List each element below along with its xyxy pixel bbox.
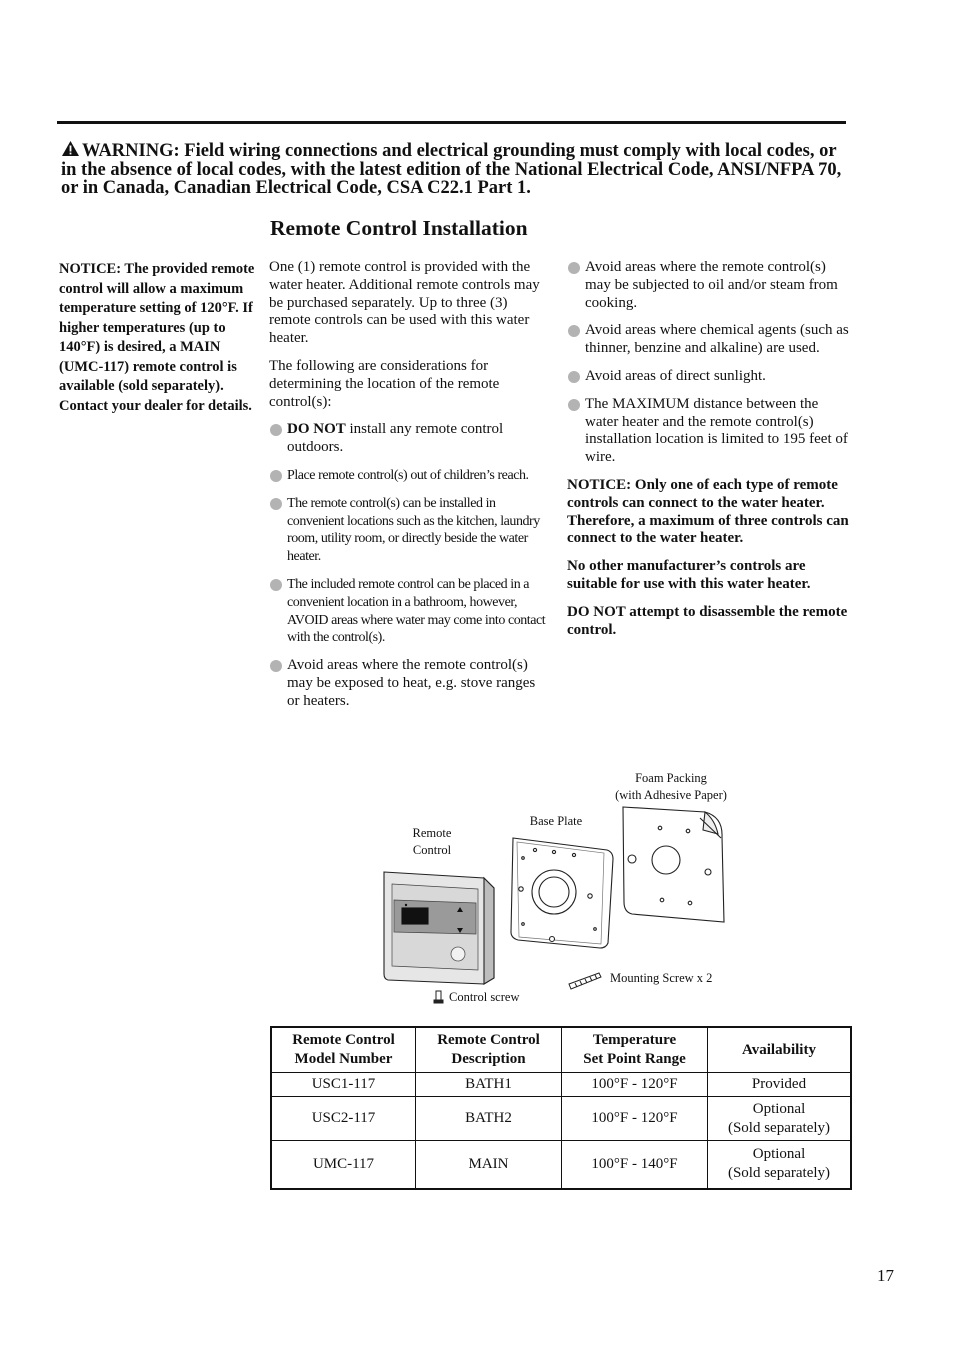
bullet-icon xyxy=(568,399,580,411)
bullet-icon xyxy=(270,498,282,510)
foam-packing-illustration xyxy=(623,807,724,922)
table-row xyxy=(271,1141,851,1189)
table-header-row xyxy=(271,1027,851,1073)
intro-paragraph: One (1) remote control is provided with the water heater. Additional remote controls may be purchased separately. Up to three (3) remote controls can be used with this water heater. xyxy=(269,259,540,347)
table-cell: 100°F - 120°F xyxy=(562,1073,708,1097)
base-plate-label: Base Plate xyxy=(529,814,583,828)
table-cell: Optional (Sold separately) xyxy=(708,1141,852,1189)
table-cell: Optional (Sold separately) xyxy=(708,1097,852,1141)
list-item: Avoid areas where the remote control(s) may be exposed to heat, e.g. stove ranges or heaters. xyxy=(269,657,551,710)
bullet-icon xyxy=(270,579,282,591)
table-row xyxy=(271,1097,851,1141)
section-title: Remote Control Installation xyxy=(270,216,528,240)
bullet-icon xyxy=(270,470,282,482)
table-cell: BATH2 xyxy=(416,1097,562,1141)
mounting-screw-label: Mounting Screw x 2 xyxy=(610,971,713,985)
table-cell: Provided xyxy=(708,1073,852,1097)
warning-text: WARNING: Field wiring connections and electrical grounding must comply with local codes, or in the absence of local codes, with the latest edition of the National Electrical Code, ANSI/NFPA 70, or in Canada, Canadian Electrical Code, CSA C22.1 Part 1. xyxy=(61,141,842,198)
list-item: Place remote control(s) out of children’s reach. xyxy=(269,467,551,485)
remote-control-illustration xyxy=(384,872,494,984)
warning-block xyxy=(61,140,851,197)
remote-control-label: Remote Control xyxy=(412,826,452,857)
bullet-icon xyxy=(568,262,580,274)
top-rule xyxy=(57,121,846,124)
control-screw-icon xyxy=(434,991,443,1003)
bullet-icon xyxy=(270,660,282,672)
side-notice: NOTICE: The provided remote control will allow a maximum temperature setting of 120°F. If higher temperatures (up to 140°F) is desired, a MAIN (UMC-117) remote control is available (sold separately). Contact your dealer for details. xyxy=(59,261,255,414)
notice-do-not-disassemble: DO NOT attempt to disassemble the remote control. xyxy=(567,603,848,638)
right-text-column xyxy=(567,259,849,649)
notice-one-of-each: NOTICE: Only one of each type of remote controls can connect to the water heater. Therefore, a maximum of three controls can connect to the water heater. xyxy=(567,476,849,547)
list-item: The MAXIMUM distance between the water heater and the remote control(s) installation location is limited to 195 feet of wire. xyxy=(567,396,849,467)
table-cell: USC1-117 xyxy=(271,1073,416,1097)
foam-packing-label: Foam Packing (with Adhesive Paper) xyxy=(615,771,727,802)
list-item: Avoid areas where the remote control(s) may be subjected to oil and/or steam from cooking. xyxy=(567,259,849,312)
table-cell: UMC-117 xyxy=(271,1141,416,1189)
notice-no-other-controls: No other manufacturer’s controls are suitable for use with this water heater. xyxy=(567,558,811,592)
list-item: The remote control(s) can be installed in convenient locations such as the kitchen, laundry room, utility room, or directly beside the water heater. xyxy=(269,495,551,566)
considerations-paragraph: The following are considerations for determining the location of the remote control(s): xyxy=(269,357,500,410)
left-text-column xyxy=(269,259,551,721)
page-number: 17 xyxy=(877,1266,894,1285)
bullet-icon xyxy=(568,325,580,337)
table-cell: 100°F - 140°F xyxy=(562,1141,708,1189)
base-plate-illustration xyxy=(511,838,613,948)
header-availability: Availability xyxy=(708,1027,852,1073)
table-cell: USC2-117 xyxy=(271,1097,416,1141)
list-item: Avoid areas of direct sunlight. xyxy=(567,368,849,386)
bullet-icon xyxy=(568,371,580,383)
list-item: The included remote control can be placed in a convenient location in a bathroom, however, AVOID areas where water may come into contact with the control(s). xyxy=(269,576,551,647)
header-description: Remote Control Description xyxy=(416,1027,562,1073)
table-cell: MAIN xyxy=(416,1141,562,1189)
header-model-number: Remote Control Model Number xyxy=(271,1027,416,1073)
mounting-screw-icon xyxy=(569,973,601,989)
header-set-point-range: Temperature Set Point Range xyxy=(562,1027,708,1073)
warning-triangle-icon xyxy=(61,140,80,161)
remote-control-table xyxy=(270,1026,852,1190)
list-item: Avoid areas where chemical agents (such as thinner, benzine and alkaline) are used. xyxy=(567,322,849,358)
bullet-icon xyxy=(270,424,282,436)
control-screw-label: Control screw xyxy=(449,990,520,1004)
table-row xyxy=(271,1073,851,1097)
table-cell: BATH1 xyxy=(416,1073,562,1097)
installation-diagram xyxy=(370,762,790,1014)
table-cell: 100°F - 120°F xyxy=(562,1097,708,1141)
list-item: DO NOT install any remote control outdoors. xyxy=(269,421,551,457)
